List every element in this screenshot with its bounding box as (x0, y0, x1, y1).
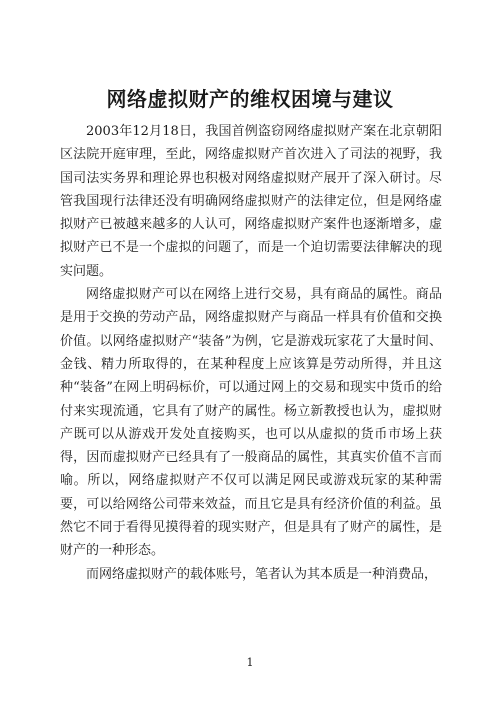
paragraph-3: 而网络虚拟财产的载体账号，笔者认为其本质是一种消费品， (86, 566, 438, 582)
paragraph-1: 2003年12月18日，我国首例盗窃网络虚拟财产案在北京朝阳区法院开庭审理，至此，网络虚拟财产首次进入了司法的视野，我国司法实务界和理论界也积极对网络虚拟财产展开了深入研讨。尽管我国现行法律还没有明确网络虚拟财产的法律定位，但是网络虚拟财产已被越来越多的人认可，网络虚拟财产案件也逐渐增多，虚拟财产已不是一个虚拟的问题了，而是一个迫切需要法律解决的现实问题。 (60, 124, 442, 279)
page-number: 1 (246, 656, 254, 669)
document-title: 网络虚拟财产的维权困境与建议 (106, 87, 394, 111)
document-body (60, 120, 442, 586)
paragraph-2: 网络虚拟财产可以在网络上进行交易，具有商品的属性。商品是用于交换的劳动产品，网络虚拟财产与商品一样具有价值和交换价值。以网络虚拟财产“装备”为例，它是游戏玩家花了大量时间、金钱、精力所取得的，在某种程度上应该算是劳动所得，并且这种“装备”在网上明码标价，可以通过网上的交易和现实中货币的给付来实现流通，它具有了财产的属性。杨立新教授也认为，虚拟财产既可以从游戏开发处直接购买，也可以从虚拟的货币市场上获得，因而虚拟财产已经具有了一般商品的属性，其真实价值不言而喻。所以，网络虚拟财产不仅可以满足网民或游戏玩家的某种需要，可以给网络公司带来效益，而且它是具有经济价值的利益。虽然它不同于看得见摸得着的现实财产，但是具有了财产的属性，是财产的一种形态。 (60, 287, 442, 559)
